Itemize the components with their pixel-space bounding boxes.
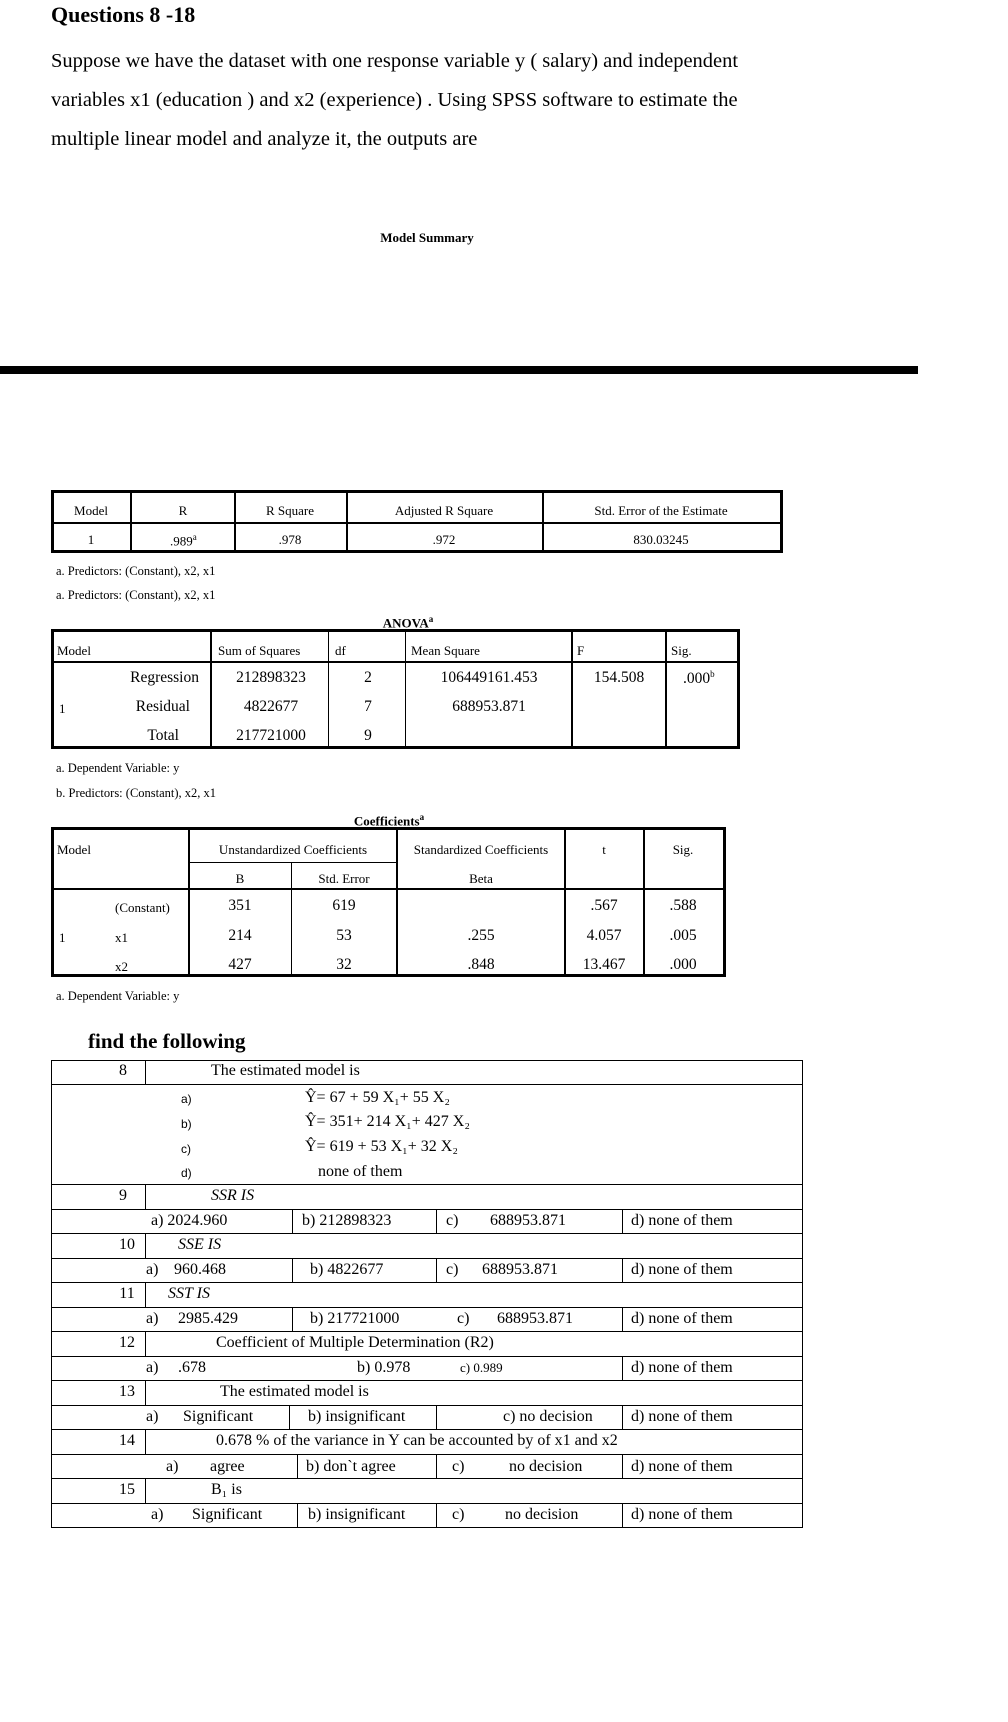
coef-t: 13.467	[582, 956, 626, 973]
coef-b: 427	[228, 956, 252, 973]
option-a: 2985.429	[178, 1310, 238, 1327]
option-b: b) don`t agree	[306, 1458, 396, 1475]
coef-header-b: B	[235, 871, 245, 886]
coef-b: 214	[228, 927, 252, 944]
option-d: d) none of them	[631, 1212, 733, 1229]
anova-ms: 688953.871	[452, 698, 526, 715]
question-text: Coefficient of Multiple Determination (R2)	[216, 1334, 494, 1351]
option-a: Significant	[192, 1506, 263, 1523]
anova-ss: 217721000	[236, 727, 306, 744]
coef-model: 1	[59, 930, 66, 945]
option-c-value: 688953.871	[490, 1212, 566, 1229]
option-text: Ŷ= 351+ 214 X₁+ 427 X₂	[305, 1113, 470, 1130]
option-c: c)	[446, 1261, 459, 1278]
question-text: The estimated model is	[220, 1383, 369, 1400]
ms-header-std-error: Std. Error of the Estimate	[594, 503, 728, 518]
coef-row-label: x2	[115, 959, 128, 974]
coef-beta: .848	[467, 956, 495, 973]
option-b: b) 0.978	[357, 1359, 411, 1376]
question-text: SST IS	[168, 1285, 210, 1302]
option-letter: a)	[146, 1261, 159, 1278]
option-b: b) 217721000	[310, 1310, 400, 1327]
coef-header-t: t	[602, 842, 606, 857]
ms-r-square: .978	[278, 532, 302, 547]
ms-std-error: 830.03245	[633, 532, 689, 547]
option-c: c) no decision	[503, 1408, 593, 1425]
option-b: b) 4822677	[310, 1261, 384, 1278]
anova-footnote-1: a. Dependent Variable: y	[56, 761, 180, 775]
ms-header-r: R	[178, 503, 188, 518]
anova-footnote-2: b. Predictors: (Constant), x2, x1	[56, 786, 217, 800]
intro-line-2: variables x1 (education ) and x2 (experience) . Using SPSS software to estimate the	[51, 89, 738, 111]
option-c-value: no decision	[509, 1458, 583, 1475]
anova-df: 2	[364, 669, 372, 686]
anova-model: 1	[59, 701, 66, 716]
coef-header-std: Standardized Coefficients	[413, 842, 549, 857]
coef-se: 619	[332, 897, 356, 914]
anova-ms: 106449161.453	[440, 669, 538, 686]
coef-header-model: Model	[57, 842, 91, 857]
ms-adj-r-square: .972	[432, 532, 456, 547]
coef-footnote: a. Dependent Variable: y	[56, 989, 180, 1003]
ms-model: 1	[87, 532, 95, 547]
option-letter: a)	[151, 1506, 164, 1523]
coef-b: 351	[228, 897, 252, 914]
question-number: 14	[119, 1432, 135, 1449]
option-b: b) insignificant	[308, 1506, 406, 1523]
ms-r: .989$^a$	[170, 532, 197, 549]
option-a: .678	[178, 1359, 206, 1376]
question-number: 9	[119, 1187, 127, 1204]
ms-footnote-1: a. Predictors: (Constant), x2, x1	[56, 564, 216, 578]
question-text: 0.678 % of the variance in Y can be accounted by of x1 and x2	[216, 1432, 618, 1449]
coef-sig: .000	[669, 956, 697, 973]
coef-row-label: x1	[115, 930, 128, 945]
option-letter: a)	[146, 1359, 159, 1376]
anova-df: 9	[364, 727, 372, 744]
coef-t: .567	[590, 897, 618, 914]
option-letter: b)	[181, 1117, 192, 1131]
question-text: SSE IS	[178, 1236, 222, 1253]
option-text: Ŷ= 67 + 59 X₁+ 55 X₂	[305, 1089, 450, 1106]
option-b: b) 212898323	[302, 1212, 392, 1229]
option-a: a) 2024.960	[151, 1212, 228, 1229]
coef-header-beta: Beta	[469, 871, 493, 886]
questions-heading: find the following	[88, 1029, 246, 1053]
option-c: c)	[452, 1458, 465, 1475]
coef-header-se: Std. Error	[318, 871, 370, 886]
anova-ss: 212898323	[236, 669, 306, 686]
anova-header-f: F	[577, 643, 585, 658]
separator-bar	[0, 366, 918, 374]
anova-header-ss: Sum of Squares	[218, 643, 301, 658]
option-a: agree	[210, 1458, 245, 1475]
option-d: d) none of them	[631, 1506, 733, 1523]
option-c: c)	[446, 1212, 459, 1229]
question-number: 15	[119, 1481, 135, 1498]
question-text: B₁ is	[211, 1481, 242, 1498]
question-number: 8	[119, 1062, 127, 1079]
anova-header-model: Model	[57, 643, 91, 658]
ms-header-r-square: R Square	[265, 503, 315, 518]
option-text: Ŷ= 619 + 53 X₁+ 32 X₂	[305, 1138, 458, 1155]
coef-sig: .588	[669, 897, 697, 914]
ms-header-adj-r-square: Adjusted R Square	[394, 503, 494, 518]
option-letter: a)	[181, 1092, 192, 1106]
coef-header-unstd: Unstandardized Coefficients	[218, 842, 368, 857]
intro-line-3: multiple linear model and analyze it, the outputs are	[51, 128, 478, 150]
anova-f: 154.508	[593, 669, 645, 686]
coef-header-sig: Sig.	[672, 842, 694, 857]
option-letter: d)	[181, 1166, 192, 1180]
question-number: 11	[119, 1285, 135, 1302]
option-letter: a)	[166, 1458, 179, 1475]
anova-sig: .000$^b$	[683, 669, 715, 688]
coef-sig: .005	[669, 927, 697, 944]
question-number: 10	[119, 1236, 135, 1253]
option-c: c)	[457, 1310, 470, 1327]
question-text: The estimated model is	[211, 1062, 360, 1079]
intro-line-1: Suppose we have the dataset with one response variable y ( salary) and independent	[51, 50, 739, 72]
coef-se: 53	[336, 927, 352, 944]
option-c: c)	[452, 1506, 465, 1523]
anova-title: ANOVA$^a$	[382, 614, 434, 631]
coef-row-label: (Constant)	[115, 900, 170, 915]
option-letter: c)	[181, 1142, 191, 1156]
anova-header-ms: Mean Square	[411, 643, 480, 658]
option-b: b) insignificant	[308, 1408, 406, 1425]
coef-t: 4.057	[586, 927, 622, 944]
option-c: c) 0.989	[460, 1360, 503, 1375]
option-d: d) none of them	[631, 1408, 733, 1425]
anova-header-df: df	[335, 643, 346, 658]
coef-beta: .255	[467, 927, 495, 944]
option-c-value: 688953.871	[497, 1310, 573, 1327]
question-number: 12	[119, 1334, 135, 1351]
anova-ss: 4822677	[243, 698, 299, 715]
option-a: Significant	[183, 1408, 254, 1425]
option-d: d) none of them	[631, 1458, 733, 1475]
option-c-value: no decision	[505, 1506, 579, 1523]
page-title: Questions 8 -18	[51, 2, 196, 27]
question-number: 13	[119, 1383, 135, 1400]
option-d: d) none of them	[631, 1261, 733, 1278]
coef-se: 32	[336, 956, 352, 973]
option-d: d) none of them	[631, 1359, 733, 1376]
option-d: d) none of them	[631, 1310, 733, 1327]
ms-footnote-2: a. Predictors: (Constant), x2, x1	[56, 588, 216, 602]
anova-header-sig: Sig.	[671, 643, 692, 658]
option-c-value: 688953.871	[482, 1261, 558, 1278]
anova-df: 7	[364, 698, 372, 715]
coefficients-title: Coefficients$^a$	[353, 812, 425, 829]
anova-row-label: Regression	[130, 669, 199, 686]
option-text: none of them	[318, 1163, 403, 1180]
anova-row-label: Total	[147, 727, 179, 744]
question-text: SSR IS	[211, 1187, 255, 1204]
model-summary-title: Model Summary	[380, 230, 474, 245]
option-a: 960.468	[174, 1261, 226, 1278]
option-letter: a)	[146, 1408, 159, 1425]
ms-header-model: Model	[74, 503, 108, 518]
option-letter: a)	[146, 1310, 159, 1327]
anova-row-label: Residual	[135, 698, 190, 715]
